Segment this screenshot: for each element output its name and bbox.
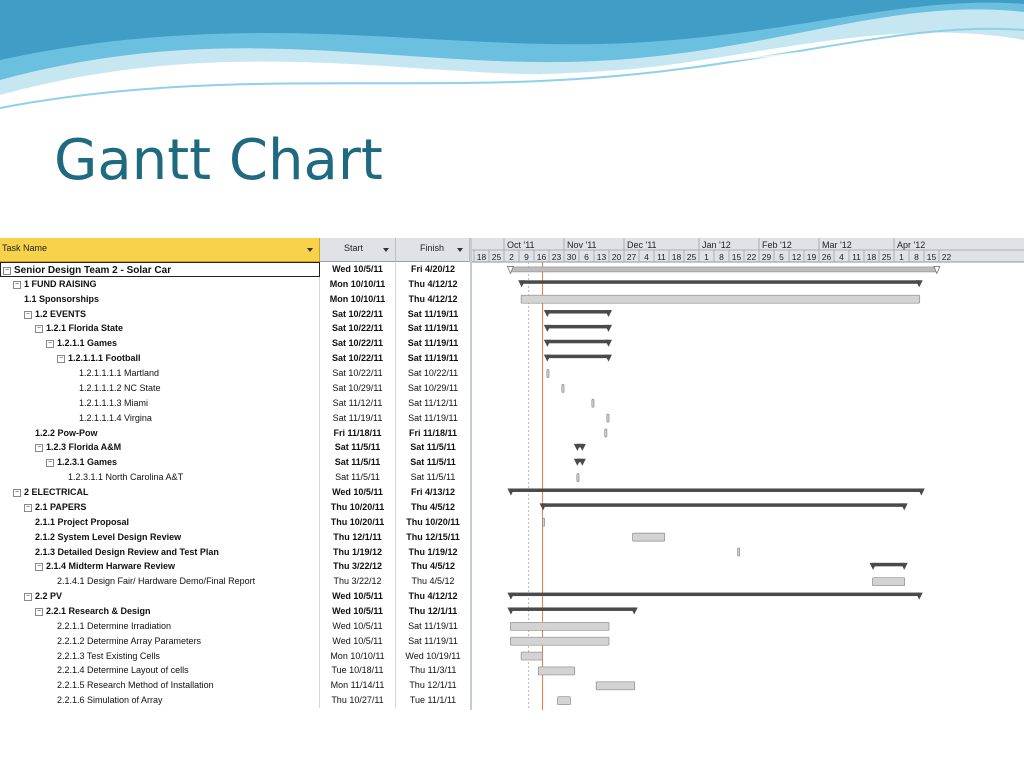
task-bar bbox=[521, 295, 920, 303]
collapse-toggle-icon[interactable]: − bbox=[47, 459, 53, 467]
task-bar bbox=[592, 399, 594, 407]
column-header-label: Finish bbox=[420, 243, 445, 253]
collapse-toggle-icon[interactable]: − bbox=[25, 593, 31, 601]
task-bar bbox=[738, 548, 740, 556]
table-row[interactable] bbox=[0, 649, 470, 664]
task-name-text: Senior Design Team 2 - Solar Car bbox=[14, 265, 172, 276]
finish-date-cell[interactable]: Sat 10/29/11 bbox=[407, 382, 459, 393]
week-label: 11 bbox=[657, 252, 666, 262]
table-row[interactable] bbox=[0, 515, 470, 530]
week-label: 18 bbox=[866, 252, 877, 262]
start-date-cell[interactable]: Sat 11/5/11 bbox=[320, 455, 396, 470]
table-row[interactable] bbox=[0, 277, 470, 292]
task-name-cell[interactable] bbox=[0, 649, 320, 664]
finish-date-cell[interactable]: Sat 11/19/11 bbox=[408, 620, 458, 631]
finish-date-cell[interactable]: Sat 11/5/11 bbox=[410, 472, 456, 483]
start-date-cell[interactable]: Thu 1/19/12 bbox=[320, 545, 396, 560]
summary-bar bbox=[547, 340, 609, 344]
task-name-text: 2.1.3 Detailed Design Review and Test Plan bbox=[35, 546, 219, 557]
week-label: 8 bbox=[719, 252, 724, 262]
week-label: 5 bbox=[779, 252, 784, 262]
task-name-cell[interactable] bbox=[0, 604, 320, 619]
start-date-cell[interactable]: Thu 10/20/11 bbox=[320, 515, 396, 530]
week-label: 18 bbox=[476, 252, 487, 262]
task-name-cell[interactable] bbox=[0, 693, 320, 708]
collapse-toggle-icon[interactable]: − bbox=[36, 325, 42, 333]
start-date-cell[interactable]: Thu 10/20/11 bbox=[320, 500, 396, 515]
start-date-cell[interactable]: Mon 10/10/11 bbox=[320, 292, 396, 307]
finish-date-cell[interactable]: Thu 10/20/11 bbox=[406, 516, 460, 527]
task-name-cell[interactable] bbox=[0, 515, 320, 530]
task-name-text: 1.2.3.1.1 North Carolina A&T bbox=[68, 472, 184, 483]
table-row[interactable] bbox=[0, 500, 470, 515]
finish-date-cell[interactable]: Sat 11/19/11 bbox=[407, 338, 459, 349]
summary-bar bbox=[521, 280, 920, 284]
table-row[interactable] bbox=[0, 440, 470, 455]
start-date-cell[interactable]: Sat 10/22/11 bbox=[320, 307, 396, 322]
summary-bar bbox=[510, 488, 921, 492]
collapse-toggle-icon[interactable]: − bbox=[25, 503, 31, 511]
task-bar bbox=[521, 652, 542, 660]
task-name-text: 2.2.1.2 Determine Array Parameters bbox=[57, 635, 202, 646]
task-bar bbox=[562, 384, 564, 392]
finish-date-cell[interactable]: Thu 11/3/11 bbox=[409, 665, 457, 676]
table-row[interactable] bbox=[0, 634, 470, 649]
task-bar bbox=[538, 667, 574, 675]
task-name-cell[interactable] bbox=[0, 396, 320, 411]
week-label: 30 bbox=[566, 252, 577, 262]
table-row[interactable] bbox=[0, 381, 470, 396]
start-date-cell[interactable]: Thu 10/27/11 bbox=[320, 693, 396, 708]
start-date-cell[interactable]: Mon 10/10/11 bbox=[320, 649, 396, 664]
task-name-text: 1.2.1.1.1.3 Miami bbox=[79, 397, 149, 408]
finish-date-cell[interactable]: Thu 4/12/12 bbox=[408, 293, 458, 304]
task-name-text: 1.2.2 Pow-Pow bbox=[35, 427, 98, 438]
table-row[interactable] bbox=[0, 351, 470, 366]
week-label: 23 bbox=[551, 252, 562, 262]
task-name-cell[interactable] bbox=[0, 321, 320, 336]
start-date-cell[interactable]: Sat 10/22/11 bbox=[320, 351, 396, 366]
task-name-text: 1.2.3.1 Games bbox=[57, 457, 118, 468]
summary-bar bbox=[547, 310, 609, 314]
task-name-text: 2.1.4 Midterm Harware Review bbox=[46, 561, 176, 572]
table-row[interactable] bbox=[0, 619, 470, 634]
week-label: 22 bbox=[746, 252, 757, 262]
finish-date-cell[interactable]: Sat 11/5/11 bbox=[410, 457, 456, 468]
task-name-text: 2.2.1.5 Research Method of Installation bbox=[57, 680, 214, 691]
finish-date-cell[interactable]: Tue 11/1/11 bbox=[409, 695, 457, 706]
task-name-text: 2.1.1 Project Proposal bbox=[35, 516, 130, 527]
table-row[interactable] bbox=[0, 604, 470, 619]
gantt-chart-svg bbox=[472, 238, 1024, 710]
task-name-cell[interactable] bbox=[0, 678, 320, 693]
start-date-cell[interactable]: Tue 10/18/11 bbox=[320, 663, 396, 678]
summary-bar bbox=[510, 607, 634, 611]
finish-date-cell[interactable]: Thu 4/12/12 bbox=[408, 591, 458, 602]
task-name-text: 2.2.1.1 Determine Irradiation bbox=[57, 620, 172, 631]
task-name-cell[interactable] bbox=[0, 500, 320, 515]
start-date-cell[interactable]: Sat 10/29/11 bbox=[320, 381, 396, 396]
start-date-cell[interactable]: Wed 10/5/11 bbox=[320, 634, 396, 649]
column-header-label: Task Name bbox=[2, 243, 48, 253]
table-row[interactable] bbox=[0, 366, 470, 381]
task-name-text: 2.1.4.1 Design Fair/ Hardware Demo/Final Report bbox=[57, 576, 256, 587]
month-label: Nov '11 bbox=[567, 240, 597, 250]
task-name-cell[interactable] bbox=[0, 440, 320, 455]
task-name-cell[interactable] bbox=[0, 366, 320, 381]
task-name-cell[interactable] bbox=[0, 336, 320, 351]
finish-date-cell[interactable]: Thu 1/19/12 bbox=[408, 546, 458, 557]
task-name-text: 1.2.1.1 Games bbox=[57, 338, 118, 349]
finish-date-cell[interactable]: Thu 12/1/11 bbox=[408, 606, 458, 616]
start-date-cell[interactable]: Sat 11/5/11 bbox=[320, 470, 396, 485]
week-label: 18 bbox=[671, 252, 682, 262]
task-name-text: 2 ELECTRICAL bbox=[24, 487, 89, 498]
table-row[interactable] bbox=[0, 470, 470, 485]
week-label: 15 bbox=[731, 252, 742, 262]
task-name-text: 2.2.1.4 Determine Layout of cells bbox=[57, 665, 189, 676]
task-name-text: 1.2.1.1.1.2 NC State bbox=[79, 382, 161, 393]
finish-date-cell[interactable]: Sat 11/19/11 bbox=[408, 635, 458, 646]
summary-bar bbox=[547, 355, 609, 359]
finish-date-cell[interactable]: Sat 11/5/11 bbox=[410, 442, 456, 453]
task-name-text: 2.2.1.3 Test Existing Cells bbox=[57, 650, 160, 661]
start-date-cell[interactable]: Mon 11/14/11 bbox=[320, 678, 396, 693]
task-bar bbox=[633, 533, 665, 541]
dropdown-arrow-icon[interactable] bbox=[383, 248, 389, 252]
start-date-cell[interactable]: Sat 10/22/11 bbox=[320, 321, 396, 336]
collapse-toggle-icon[interactable]: − bbox=[14, 489, 20, 497]
month-label: Feb '12 bbox=[762, 240, 792, 250]
collapse-toggle-icon[interactable]: − bbox=[36, 608, 42, 615]
task-name-text: 1.2.1.1.1.4 Virgina bbox=[79, 412, 152, 423]
week-label: 6 bbox=[584, 252, 589, 262]
collapse-toggle-icon[interactable]: − bbox=[4, 267, 10, 274]
dropdown-arrow-icon[interactable] bbox=[307, 248, 313, 252]
table-row[interactable] bbox=[0, 292, 470, 307]
table-row[interactable] bbox=[0, 589, 470, 604]
start-date-cell[interactable]: Sat 11/19/11 bbox=[320, 411, 396, 426]
summary-bar bbox=[547, 325, 609, 329]
task-name-cell[interactable] bbox=[0, 292, 320, 307]
start-date-cell[interactable]: Sat 10/22/11 bbox=[320, 366, 396, 381]
task-name-cell[interactable] bbox=[0, 307, 320, 322]
week-label: 29 bbox=[761, 252, 772, 262]
finish-date-cell[interactable]: Fri 4/20/12 bbox=[410, 264, 456, 274]
table-row[interactable] bbox=[0, 336, 470, 351]
start-date-cell[interactable]: Wed 10/5/11 bbox=[320, 262, 396, 277]
week-label: 15 bbox=[926, 252, 937, 262]
month-label: Dec '11 bbox=[627, 240, 657, 250]
start-date-cell[interactable]: Thu 12/1/11 bbox=[320, 530, 396, 545]
task-name-cell[interactable] bbox=[0, 663, 320, 678]
month-label: Mar '12 bbox=[822, 240, 852, 250]
task-name-text: 2.2.1.6 Simulation of Array bbox=[57, 695, 163, 706]
task-name-cell[interactable] bbox=[0, 277, 320, 292]
task-name-cell[interactable] bbox=[0, 351, 320, 366]
summary-bar bbox=[510, 593, 919, 597]
task-bar bbox=[510, 622, 609, 630]
table-row[interactable] bbox=[0, 411, 470, 426]
task-name-cell[interactable] bbox=[0, 634, 320, 649]
task-name-cell[interactable] bbox=[0, 411, 320, 426]
task-name-cell[interactable] bbox=[0, 574, 320, 589]
table-row[interactable] bbox=[0, 663, 470, 678]
project-summary-bar bbox=[510, 267, 936, 272]
finish-date-cell[interactable]: Thu 4/5/12 bbox=[410, 501, 455, 512]
finish-date-cell[interactable]: Sat 11/19/11 bbox=[408, 412, 458, 423]
week-label: 8 bbox=[914, 252, 919, 262]
table-row[interactable] bbox=[0, 455, 470, 470]
month-label: Apr '12 bbox=[897, 240, 926, 250]
task-name-cell[interactable] bbox=[0, 589, 320, 604]
task-name-text: 1.1 Sponsorships bbox=[24, 293, 100, 304]
collapse-toggle-icon[interactable]: − bbox=[36, 444, 42, 452]
task-table bbox=[0, 238, 470, 710]
week-label: 1 bbox=[704, 252, 709, 262]
task-bar bbox=[873, 578, 905, 586]
start-date-cell[interactable]: Fri 11/18/11 bbox=[320, 426, 396, 441]
gantt-chart-area bbox=[472, 238, 1024, 710]
column-header-label: Start bbox=[344, 243, 364, 253]
task-name-cell[interactable] bbox=[0, 530, 320, 545]
start-date-cell[interactable]: Mon 10/10/11 bbox=[320, 277, 396, 292]
finish-date-cell[interactable]: Sat 11/12/11 bbox=[408, 397, 458, 408]
table-row[interactable] bbox=[0, 559, 470, 574]
summary-bar bbox=[873, 563, 905, 567]
start-date-cell[interactable]: Wed 10/5/11 bbox=[320, 619, 396, 634]
month-label: Jan '12 bbox=[702, 240, 731, 250]
table-row[interactable] bbox=[0, 307, 470, 322]
collapse-toggle-icon[interactable]: − bbox=[58, 355, 64, 363]
task-name-text: 2.1.2 System Level Design Review bbox=[35, 531, 182, 542]
table-row[interactable] bbox=[0, 545, 470, 560]
task-name-cell[interactable] bbox=[0, 381, 320, 396]
task-name-cell[interactable] bbox=[0, 426, 320, 441]
finish-date-cell[interactable]: Wed 10/19/11 bbox=[405, 650, 461, 661]
start-date-cell[interactable]: Sat 11/5/11 bbox=[320, 440, 396, 455]
week-label: 12 bbox=[791, 252, 802, 262]
task-name-cell[interactable] bbox=[0, 262, 320, 277]
week-label: 13 bbox=[596, 252, 607, 262]
finish-date-cell[interactable]: Thu 4/12/12 bbox=[408, 278, 458, 289]
summary-end-marker bbox=[605, 325, 612, 332]
task-name-cell[interactable] bbox=[0, 485, 320, 500]
column-header-task-name[interactable] bbox=[0, 238, 320, 262]
finish-date-cell[interactable]: Thu 4/5/12 bbox=[410, 561, 455, 572]
finish-date-cell[interactable]: Sat 10/22/11 bbox=[407, 368, 459, 379]
week-label: 1 bbox=[899, 252, 904, 262]
task-name-cell[interactable] bbox=[0, 619, 320, 634]
timescale-month-row bbox=[472, 238, 1024, 250]
task-bar bbox=[543, 518, 545, 526]
month-label: Oct '11 bbox=[507, 240, 535, 250]
collapse-toggle-icon[interactable]: − bbox=[14, 280, 20, 288]
week-label: 25 bbox=[686, 252, 697, 262]
task-name-cell[interactable] bbox=[0, 455, 320, 470]
summary-start-marker bbox=[544, 325, 551, 332]
task-name-text: 1.2 EVENTS bbox=[35, 308, 87, 319]
table-row[interactable] bbox=[0, 321, 470, 336]
table-row[interactable] bbox=[0, 485, 470, 500]
slide-title: Gantt Chart bbox=[54, 128, 383, 193]
column-header-start[interactable] bbox=[320, 238, 396, 262]
week-label: 4 bbox=[644, 252, 649, 262]
week-label: 20 bbox=[611, 252, 622, 262]
week-label: 25 bbox=[491, 252, 502, 262]
task-name-cell[interactable] bbox=[0, 545, 320, 560]
week-label: 16 bbox=[536, 252, 547, 262]
finish-date-cell[interactable]: Thu 12/1/11 bbox=[409, 680, 457, 691]
week-label: 26 bbox=[821, 252, 832, 262]
week-label: 22 bbox=[941, 252, 952, 262]
task-name-text: 2.2.1 Research & Design bbox=[46, 606, 151, 616]
task-bar bbox=[605, 429, 607, 437]
start-date-cell[interactable]: Wed 10/5/11 bbox=[320, 604, 396, 619]
finish-date-cell[interactable]: Sat 11/19/11 bbox=[407, 353, 459, 364]
week-label: 27 bbox=[626, 252, 637, 262]
week-label: 19 bbox=[806, 252, 817, 262]
finish-date-cell[interactable]: Sat 11/19/11 bbox=[407, 308, 459, 319]
task-bar bbox=[510, 637, 609, 645]
finish-date-cell[interactable]: Thu 4/5/12 bbox=[411, 576, 455, 587]
summary-bar bbox=[543, 503, 905, 507]
task-name-text: 1.2.1.1.1.1 Martland bbox=[79, 368, 160, 379]
table-row[interactable] bbox=[0, 530, 470, 545]
task-name-cell[interactable] bbox=[0, 470, 320, 485]
week-label: 25 bbox=[881, 252, 892, 262]
header-wave-decoration bbox=[0, 0, 1024, 120]
finish-date-cell[interactable]: Fri 11/18/11 bbox=[408, 427, 458, 438]
start-date-cell[interactable]: Thu 3/22/12 bbox=[320, 559, 396, 574]
week-label: 11 bbox=[852, 252, 861, 262]
start-date-cell[interactable]: Wed 10/5/11 bbox=[320, 485, 396, 500]
task-name-text: 1.2.1.1.1 Football bbox=[68, 353, 141, 364]
week-label: 9 bbox=[524, 252, 529, 262]
task-bar bbox=[596, 682, 635, 690]
table-row[interactable] bbox=[0, 678, 470, 693]
table-row[interactable] bbox=[0, 426, 470, 441]
finish-date-cell[interactable]: Fri 4/13/12 bbox=[410, 487, 456, 498]
collapse-toggle-icon[interactable]: − bbox=[47, 340, 53, 348]
task-name-text: 2.1 PAPERS bbox=[35, 501, 87, 512]
finish-date-cell[interactable]: Thu 12/15/11 bbox=[406, 531, 460, 542]
table-row[interactable] bbox=[0, 574, 470, 589]
task-bar bbox=[547, 370, 549, 378]
week-label: 2 bbox=[509, 252, 514, 262]
column-header-finish[interactable] bbox=[396, 238, 470, 262]
table-row[interactable] bbox=[0, 396, 470, 411]
start-date-cell[interactable]: Sat 10/22/11 bbox=[320, 336, 396, 351]
task-name-cell[interactable] bbox=[0, 559, 320, 574]
start-date-cell[interactable]: Thu 3/22/12 bbox=[320, 574, 396, 589]
task-name-text: 1.2.3 Florida A&M bbox=[46, 442, 122, 453]
week-label: 4 bbox=[839, 252, 844, 262]
start-date-cell[interactable]: Sat 11/12/11 bbox=[320, 396, 396, 411]
table-row[interactable] bbox=[0, 693, 470, 708]
start-date-cell[interactable]: Wed 10/5/11 bbox=[320, 589, 396, 604]
task-name-text: 1.2.1 Florida State bbox=[46, 323, 124, 334]
finish-date-cell[interactable]: Sat 11/19/11 bbox=[407, 323, 459, 334]
task-bar bbox=[607, 414, 609, 422]
table-row[interactable] bbox=[0, 262, 470, 277]
task-bar bbox=[577, 474, 579, 482]
task-bar bbox=[558, 697, 571, 705]
task-name-text: 2.2 PV bbox=[35, 591, 63, 602]
task-name-text: 1 FUND RAISING bbox=[24, 278, 97, 289]
dropdown-arrow-icon[interactable] bbox=[457, 248, 463, 252]
collapse-toggle-icon[interactable]: − bbox=[36, 563, 42, 571]
collapse-toggle-icon[interactable]: − bbox=[25, 310, 31, 318]
